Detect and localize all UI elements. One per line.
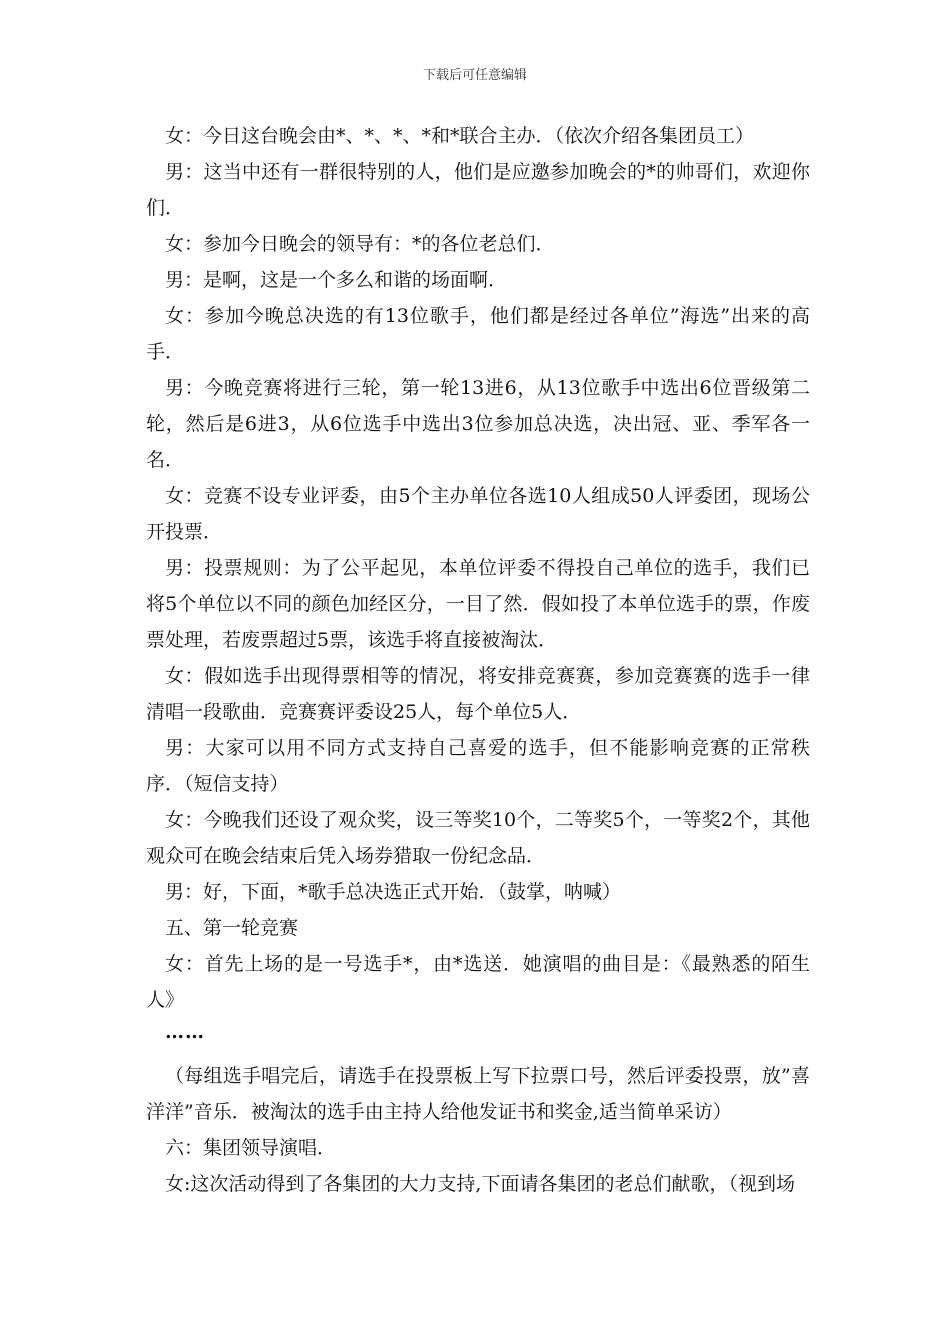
paragraph: 男：这当中还有一群很特别的人，他们是应邀参加晚会的*的帅哥们，欢迎你们． — [146, 161, 810, 219]
section-heading: 五、第一轮竞赛 — [165, 917, 299, 939]
paragraph: 男：今晚竞赛将进行三轮，第一轮13进6，从13位歌手中选出6位晋级第二轮，然后是6进3，从6位选手中选出3位参加总决选，决出冠、亚、季军各一名． — [146, 377, 810, 471]
paragraph: 男：是啊，这是一个多么和谐的场面啊． — [165, 269, 508, 291]
paragraph: 女：今晚我们还设了观众奖，设三等奖10个，二等奖5个，一等奖2个，其他观众可在晚会结束后凭入场券猎取一份纪念品． — [146, 809, 810, 867]
section-heading: 六：集团领导演唱． — [165, 1137, 337, 1159]
paragraph: 女：参加今晚总决选的有13位歌手，他们都是经过各单位”海选”出来的高手． — [146, 305, 810, 363]
paragraph: 女：参加今日晚会的领导有：*的各位老总们． — [165, 233, 555, 255]
paragraph: 男：投票规则：为了公平起见，本单位评委不得投自己单位的选手，我们已将5个单位以不同的颜色加经区分，一目了然．假如投了本单位选手的票，作废票处理，若废票超过5票，该选手将直接被淘汰． — [146, 557, 810, 651]
paragraph: 男：好，下面，*歌手总决选正式开始．（鼓掌，呐喊） — [165, 881, 622, 903]
paragraph: 女：今日这台晚会由*、*、*、*和*联合主办．（依次介绍各集团员工） — [165, 125, 755, 147]
paragraph: 男：大家可以用不同方式支持自己喜爱的选手，但不能影响竞赛的正常秩序．（短信支持） — [146, 737, 810, 795]
document-body — [146, 118, 810, 1202]
paragraph: 女：竞赛不设专业评委，由5个主办单位各选10人组成50人评委团，现场公开投票． — [146, 485, 810, 543]
paragraph: 女：首先上场的是一号选手*，由*选送．她演唱的曲目是：《最熟悉的陌生人》 — [146, 953, 810, 1011]
paragraph: 女:这次活动得到了各集团的大力支持,下面请各集团的老总们献歌，（视到场 — [165, 1173, 795, 1195]
ellipsis: …… — [165, 1021, 205, 1043]
page-header: 下载后可任意编辑 — [422, 68, 527, 83]
paragraph: （每组选手唱完后，请选手在投票板上写下拉票口号，然后评委投票，放”喜洋洋”音乐．被淘汰的选手由主持人给他发证书和奖金,适当简单采访） — [146, 1065, 810, 1123]
paragraph: 女：假如选手出现得票相等的情况，将安排竞赛赛，参加竞赛赛的选手一律清唱一段歌曲．竞赛赛评委设25人，每个单位5人． — [146, 665, 810, 723]
